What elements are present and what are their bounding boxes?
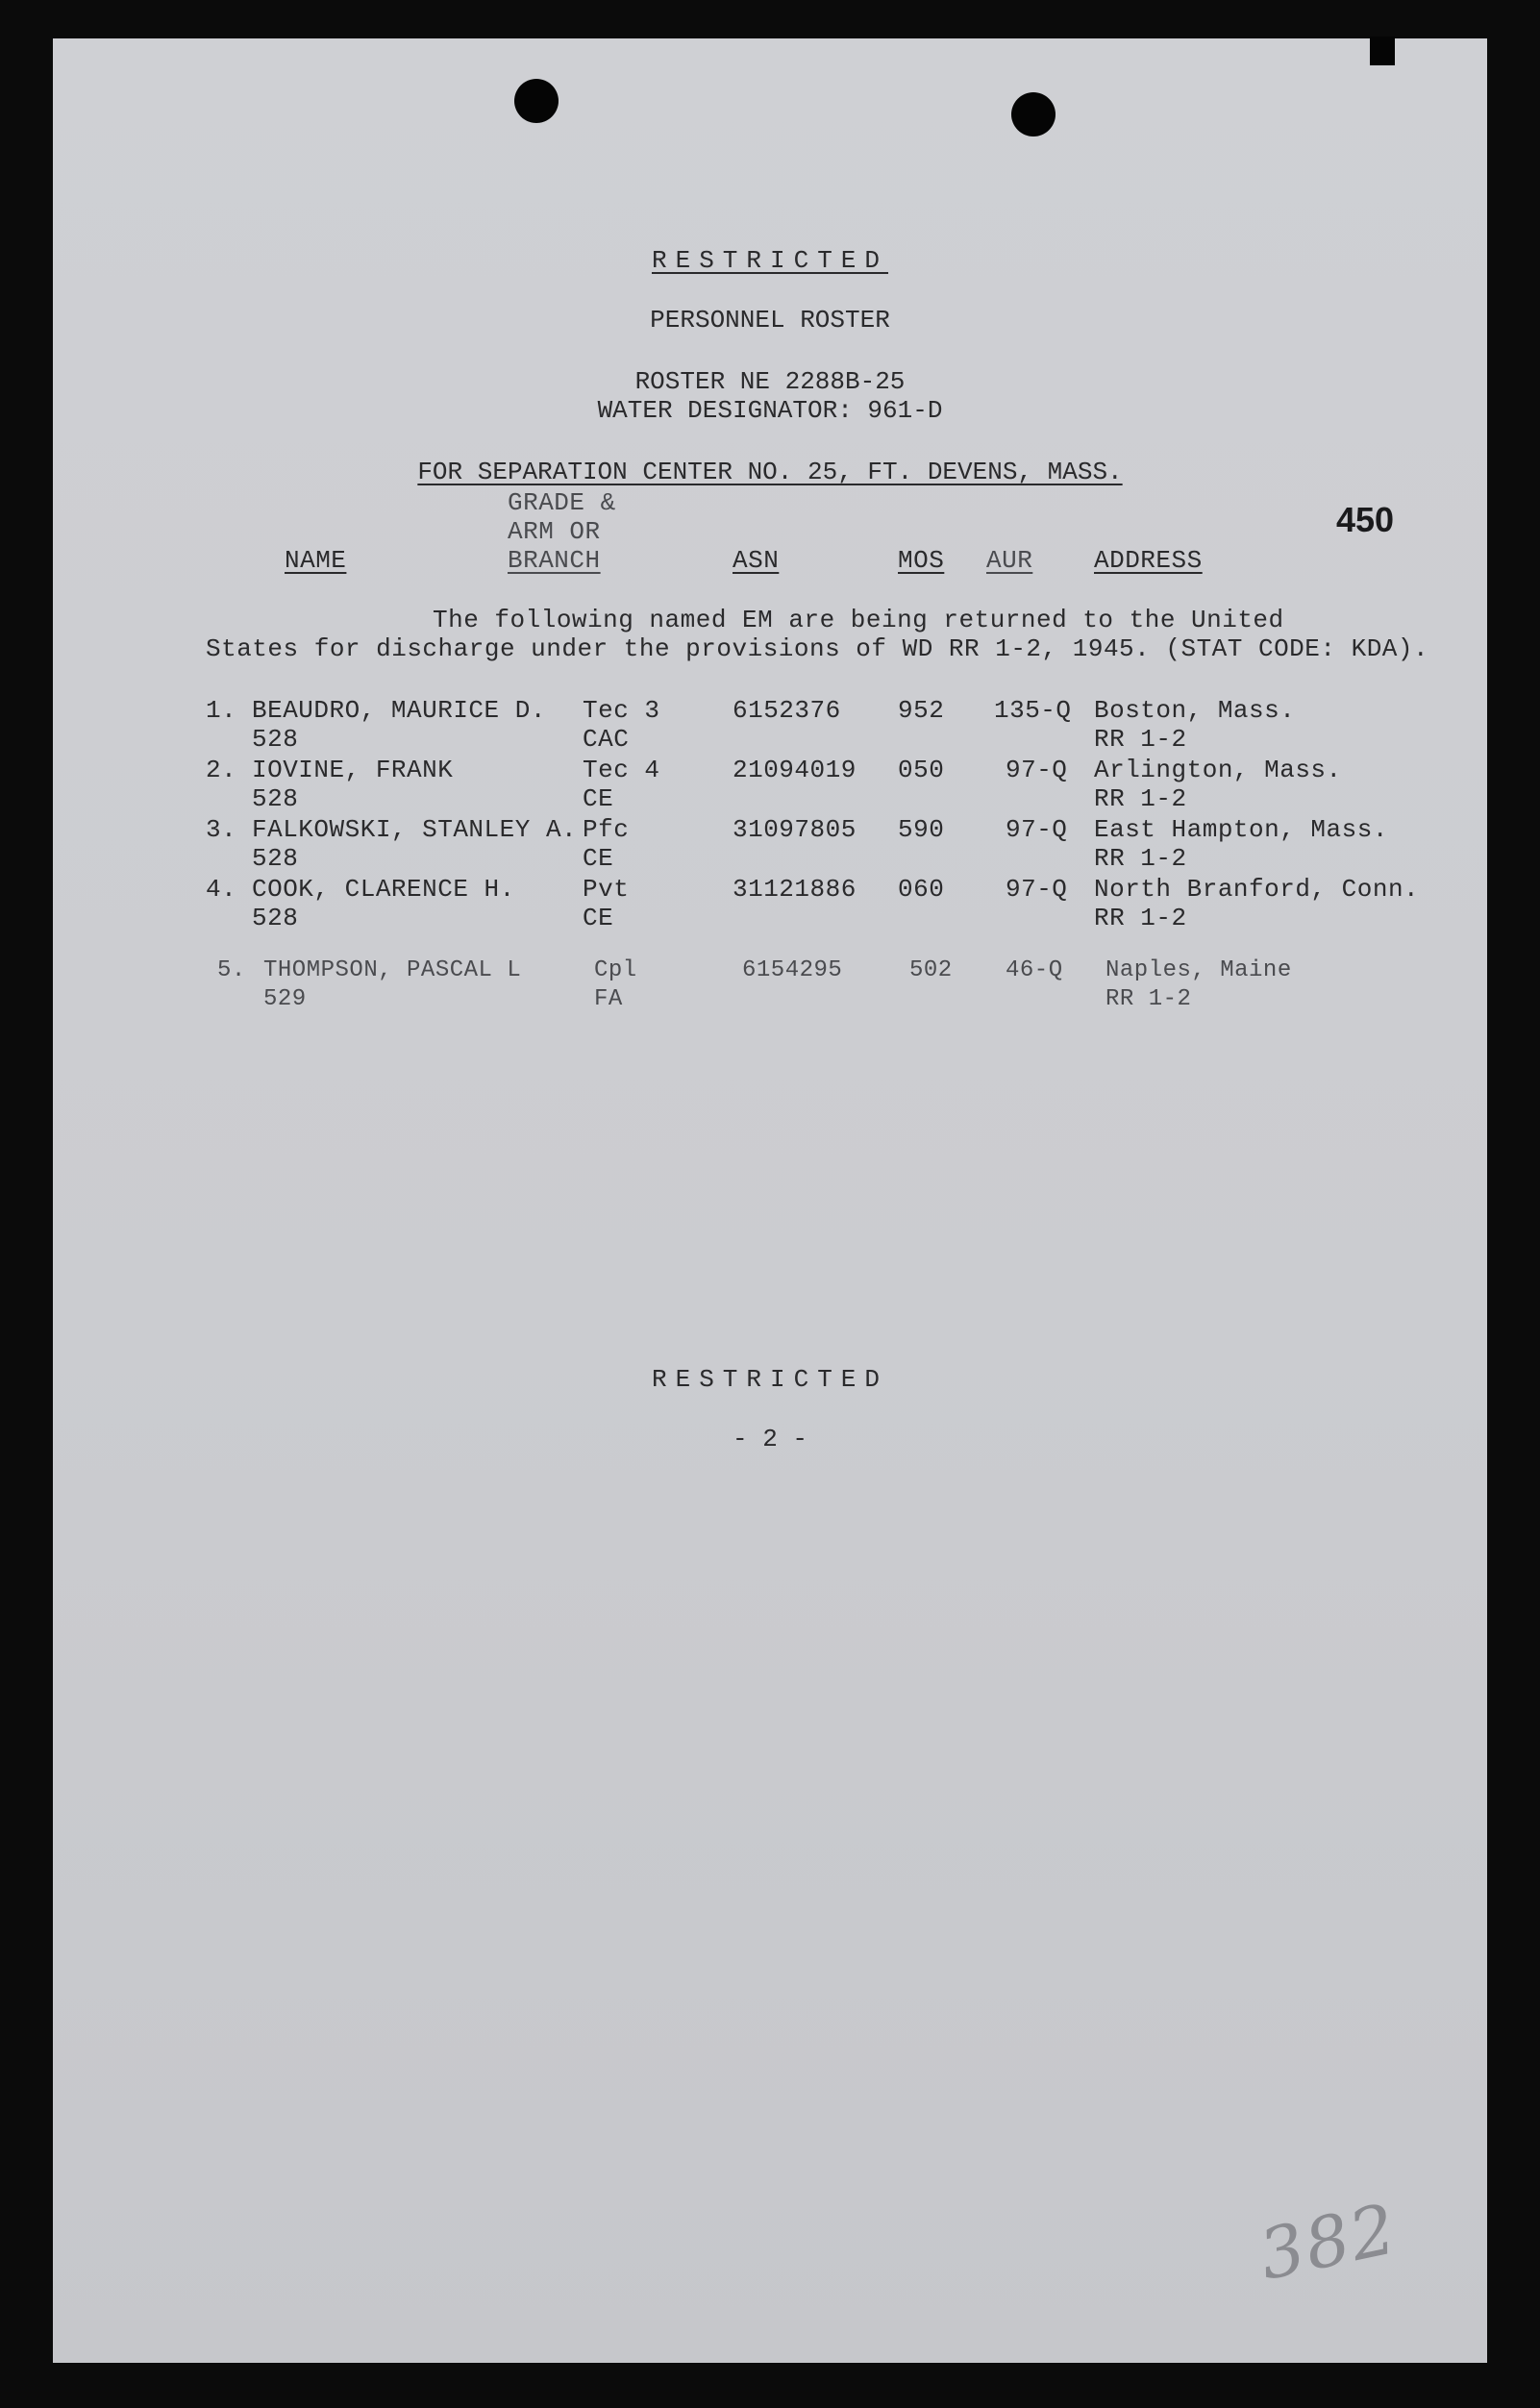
- entry-rr: RR 1-2: [1094, 844, 1187, 873]
- entry-score: 135-Q: [994, 696, 1072, 725]
- col-aur: AUR: [986, 546, 1033, 575]
- entry-code: 529: [263, 986, 307, 1012]
- entry-branch: FA: [594, 986, 623, 1012]
- entry-mos: 050: [898, 756, 945, 784]
- entry-address: Arlington, Mass.: [1094, 756, 1342, 784]
- entry-asn: 31121886: [733, 875, 857, 904]
- entry-grade: Tec 4: [583, 756, 660, 784]
- entry-number: 1.: [206, 696, 237, 725]
- entry-number: 5.: [217, 957, 246, 983]
- entry-mos: 502: [909, 957, 953, 983]
- entry-number: 2.: [206, 756, 237, 784]
- entry-address: North Branford, Conn.: [1094, 875, 1420, 904]
- entry-rr: RR 1-2: [1094, 904, 1187, 932]
- entry-branch: CAC: [583, 725, 630, 754]
- entry-grade: Tec 3: [583, 696, 660, 725]
- entry-address: Naples, Maine: [1105, 957, 1292, 983]
- handwritten-note: 382: [1252, 2188, 1404, 2296]
- entry-code: 528: [252, 725, 299, 754]
- entry-mos: 060: [898, 875, 945, 904]
- entry-code: 528: [252, 784, 299, 813]
- entry-address: East Hampton, Mass.: [1094, 815, 1388, 844]
- entry-code: 528: [252, 844, 299, 873]
- entry-mos: 952: [898, 696, 945, 725]
- punch-hole: [1011, 92, 1056, 137]
- entry-number: 4.: [206, 875, 237, 904]
- entry-name: FALKOWSKI, STANLEY A.: [252, 815, 578, 844]
- entry-branch: CE: [583, 904, 614, 932]
- entry-name: BEAUDRO, MAURICE D.: [252, 696, 546, 725]
- punch-hole: [514, 79, 559, 123]
- entry-grade: Cpl: [594, 957, 637, 983]
- page-stamp-number: 450: [1336, 500, 1395, 539]
- col-grade-line3: BRANCH: [508, 546, 601, 575]
- entry-score: 97-Q: [1006, 756, 1068, 784]
- entry-score: 97-Q: [1006, 815, 1068, 844]
- entry-rr: RR 1-2: [1094, 725, 1187, 754]
- entry-mos: 590: [898, 815, 945, 844]
- entry-score: 97-Q: [1006, 875, 1068, 904]
- entry-score: 46-Q: [1006, 957, 1063, 983]
- intro-line-1: The following named EM are being returned to the United: [433, 606, 1284, 634]
- entry-code: 528: [252, 904, 299, 932]
- entry-grade: Pfc: [583, 815, 630, 844]
- separation-center-line: FOR SEPARATION CENTER NO. 25, FT. DEVENS, MASS.: [417, 458, 1123, 486]
- entry-asn: 6154295: [742, 957, 843, 983]
- entry-grade: Pvt: [583, 875, 630, 904]
- col-address: ADDRESS: [1094, 546, 1203, 575]
- classification-header: RESTRICTED: [651, 246, 889, 275]
- entry-branch: CE: [583, 844, 614, 873]
- col-asn: ASN: [733, 546, 780, 575]
- water-designator: WATER DESIGNATOR: 961-D: [597, 396, 943, 425]
- roster-number: ROSTER NE 2288B-25: [634, 367, 906, 396]
- page-number: - 2 -: [732, 1425, 807, 1453]
- roster-title: PERSONNEL ROSTER: [650, 306, 890, 335]
- entry-name: THOMPSON, PASCAL L: [263, 957, 522, 983]
- col-name: NAME: [285, 546, 347, 575]
- col-grade-line1: GRADE &: [508, 488, 616, 517]
- entry-asn: 31097805: [733, 815, 857, 844]
- intro-line-2: States for discharge under the provisions of WD RR 1-2, 1945. (STAT CODE: KDA).: [206, 634, 1429, 663]
- entry-rr: RR 1-2: [1094, 784, 1187, 813]
- corner-tab: [1370, 37, 1395, 65]
- entry-number: 3.: [206, 815, 237, 844]
- entry-name: IOVINE, FRANK: [252, 756, 454, 784]
- col-grade-line2: ARM OR: [508, 517, 601, 546]
- col-mos: MOS: [898, 546, 945, 575]
- entry-branch: CE: [583, 784, 614, 813]
- entry-asn: 21094019: [733, 756, 857, 784]
- entry-asn: 6152376: [733, 696, 841, 725]
- classification-footer: RESTRICTED: [651, 1365, 889, 1394]
- entry-rr: RR 1-2: [1105, 986, 1192, 1012]
- entry-address: Boston, Mass.: [1094, 696, 1296, 725]
- entry-name: COOK, CLARENCE H.: [252, 875, 515, 904]
